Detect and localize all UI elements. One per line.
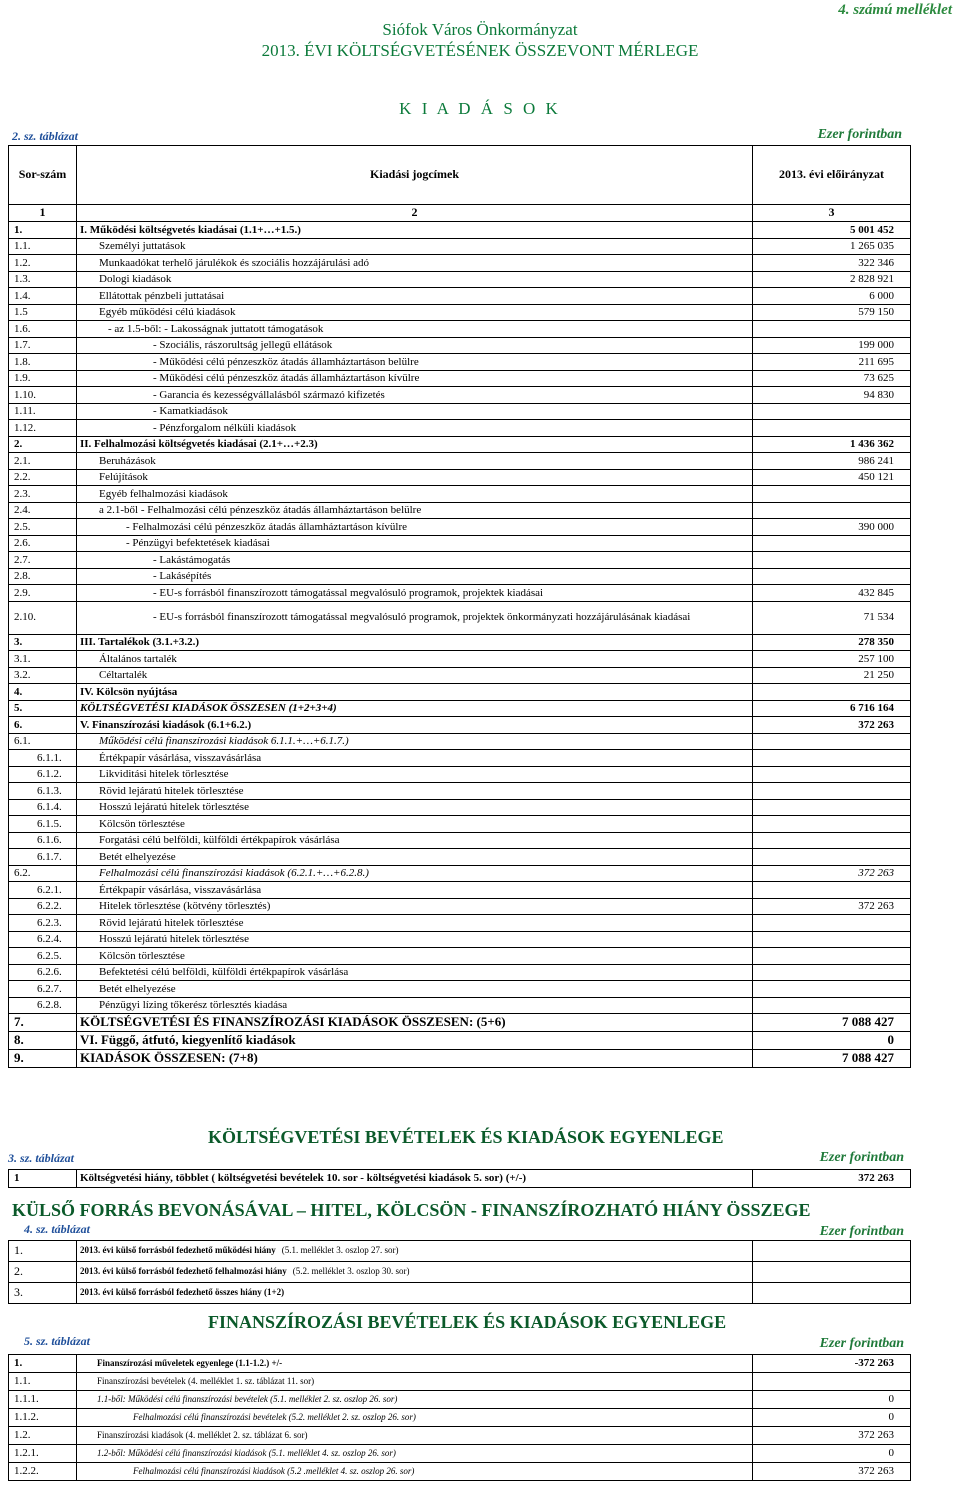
row-title-main: 2013. évi külső forrásból fedezhető működési hiány — [80, 1245, 276, 1256]
row-title-reference: (5.1. melléklet 3. oszlop 27. sor) — [281, 1245, 399, 1256]
row-number: 1. — [9, 1355, 77, 1373]
row-value — [753, 816, 911, 833]
table-row — [9, 651, 911, 668]
row-value — [753, 882, 911, 899]
table-row — [9, 1262, 911, 1283]
row-title-main: 2013. évi külső forrásból fedezhető felhalmozási hiány — [80, 1266, 287, 1277]
row-number: 3.2. — [9, 667, 77, 684]
row-title: - Felhalmozási célú pénzeszköz átadás államháztartáson kívülre — [77, 519, 753, 536]
row-value: 372 263 — [753, 865, 911, 882]
row-value: 73 625 — [753, 370, 911, 387]
row-number: 2.7. — [9, 552, 77, 569]
row-value: 0 — [753, 1409, 911, 1427]
row-number: 6.2.8. — [9, 997, 77, 1014]
table-row — [9, 568, 911, 585]
table5-title: FINANSZÍROZÁSI BEVÉTELEK ÉS KIADÁSOK EGYENLEGE — [208, 1312, 727, 1332]
annex-label: 4. számú melléklet — [838, 2, 952, 18]
col-header-row-number: Sor-szám — [9, 146, 77, 205]
col-header-title: Kiadási jogcímek — [77, 146, 753, 205]
row-value: 7 088 427 — [753, 1014, 911, 1032]
row-value: 257 100 — [753, 651, 911, 668]
row-number: 1.1.1. — [9, 1391, 77, 1409]
row-title: 1.1-ből: Működési célú finanszírozási bevételek (5.1. melléklet 2. sz. oszlop 26. sor) — [77, 1391, 753, 1409]
row-title: Hitelek törlesztése (kötvény törlesztés) — [77, 898, 753, 915]
row-value — [753, 486, 911, 503]
table-row — [9, 1283, 911, 1304]
row-value: 0 — [753, 1445, 911, 1463]
row-value — [753, 1262, 911, 1283]
row-title: VI. Függő, átfutó, kiegyenlítő kiadások — [77, 1032, 753, 1050]
row-title-reference: (5.2. melléklet 3. oszlop 30. sor) — [292, 1266, 410, 1277]
table-row — [9, 849, 911, 866]
table-row — [9, 1409, 911, 1427]
row-title: Felújítások — [77, 469, 753, 486]
row-title: Működési célú finanszírozási kiadások 6.1.1.+…+6.1.7.) — [77, 733, 753, 750]
row-value: 6 716 164 — [753, 700, 911, 717]
row-number: 1 — [9, 1170, 77, 1188]
table-row — [9, 733, 911, 750]
row-number: 6.2.2. — [9, 898, 77, 915]
row-value — [753, 948, 911, 965]
row-title: Hosszú lejáratú hitelek törlesztése — [77, 799, 753, 816]
row-number: 2.6. — [9, 535, 77, 552]
row-title: Egyéb felhalmozási kiadások — [77, 486, 753, 503]
table-row — [9, 766, 911, 783]
row-number: 1.4. — [9, 288, 77, 305]
row-number: 3. — [9, 634, 77, 651]
row-number: 1.12. — [9, 420, 77, 437]
table-row — [9, 700, 911, 717]
row-number: 2.1. — [9, 453, 77, 470]
table2-label: 2. sz. táblázat — [12, 129, 79, 143]
row-title: Forgatási célú belföldi, külföldi értékpapírok vásárlása — [77, 832, 753, 849]
table-row — [9, 750, 911, 767]
table-row — [9, 915, 911, 932]
row-value: 5 001 452 — [753, 222, 911, 239]
row-number: 1.2. — [9, 1427, 77, 1445]
row-value — [753, 832, 911, 849]
row-value — [753, 931, 911, 948]
row-title: Céltartalék — [77, 667, 753, 684]
row-number: 1.6. — [9, 321, 77, 338]
table3-label: 3. sz. táblázat — [8, 1151, 75, 1165]
table-row — [9, 1241, 911, 1262]
col-header-appropriation: 2013. évi előirányzat — [753, 146, 911, 205]
table3-title: KÖLTSÉGVETÉSI BEVÉTELEK ÉS KIADÁSOK EGYENLEGE — [208, 1127, 724, 1147]
row-value — [753, 849, 911, 866]
row-title: Finanszírozási műveletek egyenlege (1.1-1.2.) +/- — [77, 1355, 753, 1373]
row-number: 6.2. — [9, 865, 77, 882]
row-number: 9. — [9, 1050, 77, 1068]
table-row — [9, 997, 911, 1014]
row-title: Betét elhelyezése — [77, 981, 753, 998]
row-title: Befektetési célú belföldi, külföldi értékpapírok vásárlása — [77, 964, 753, 981]
row-number: 6.1.1. — [9, 750, 77, 767]
table-row — [9, 865, 911, 882]
row-value — [753, 981, 911, 998]
row-value — [753, 535, 911, 552]
row-value: 0 — [753, 1391, 911, 1409]
row-number: 1.1.2. — [9, 1409, 77, 1427]
row-value — [753, 964, 911, 981]
row-title: - Működési célú pénzeszköz átadás államháztartáson belülre — [77, 354, 753, 371]
row-title: - EU-s forrásból finanszírozott támogatással megvalósuló programok, projektek önkormányzati hozzájárulásának kiadásai — [77, 601, 753, 634]
table-row — [9, 1445, 911, 1463]
row-number: 1.2.1. — [9, 1445, 77, 1463]
row-value — [753, 733, 911, 750]
table-row — [9, 1463, 911, 1481]
row-title: Rövid lejáratú hitelek törlesztése — [77, 915, 753, 932]
row-title: Hosszú lejáratú hitelek törlesztése — [77, 931, 753, 948]
row-title — [77, 1283, 753, 1304]
table-row — [9, 931, 911, 948]
row-number: 2.3. — [9, 486, 77, 503]
row-value — [753, 420, 911, 437]
row-value: 1 265 035 — [753, 238, 911, 255]
row-title: I. Működési költségvetés kiadásai (1.1+…+1.5.) — [77, 222, 753, 239]
table-row — [9, 1032, 911, 1050]
row-number: 2.5. — [9, 519, 77, 536]
table-row — [9, 304, 911, 321]
table-row — [9, 1391, 911, 1409]
row-number: 1.9. — [9, 370, 77, 387]
table5-label: 5. sz. táblázat — [24, 1334, 91, 1348]
row-number: 6.1.5. — [9, 816, 77, 833]
expenditures-heading: K I A D Á S O K — [399, 99, 561, 118]
table-row — [9, 634, 911, 651]
expenditure-table — [8, 145, 911, 1068]
table-row — [9, 1014, 911, 1032]
row-value: 372 263 — [753, 717, 911, 734]
row-number: 2.9. — [9, 585, 77, 602]
row-number: 1.1. — [9, 1373, 77, 1391]
row-title: Finanszírozási bevételek (4. melléklet 1. sz. táblázat 11. sor) — [77, 1373, 753, 1391]
table-row — [9, 1355, 911, 1373]
row-value: 199 000 — [753, 337, 911, 354]
row-value — [753, 403, 911, 420]
table-row — [9, 783, 911, 800]
table-row — [9, 420, 911, 437]
table-row — [9, 552, 911, 569]
row-number: 1.10. — [9, 387, 77, 404]
column-number-row — [9, 205, 911, 222]
table-row — [9, 222, 911, 239]
table-row — [9, 255, 911, 272]
row-title-main: 2013. évi külső forrásból fedezhető összes hiány (1+2) — [80, 1287, 285, 1298]
row-number: 6. — [9, 717, 77, 734]
row-number: 6.2.5. — [9, 948, 77, 965]
table-row — [9, 387, 911, 404]
row-title: IV. Kölcsön nyújtása — [77, 684, 753, 701]
row-value: 322 346 — [753, 255, 911, 272]
row-number: 6.1.3. — [9, 783, 77, 800]
row-title: Dologi kiadások — [77, 271, 753, 288]
table4-unit: Ezer forintban — [819, 1224, 904, 1239]
row-value: 2 828 921 — [753, 271, 911, 288]
row-number: 6.2.3. — [9, 915, 77, 932]
table4-title: KÜLSŐ FORRÁS BEVONÁSÁVAL – HITEL, KÖLCSÖN - FINANSZÍROZHATÓ HIÁNY ÖSSZEGE — [12, 1200, 811, 1220]
row-title: - Pénzforgalom nélküli kiadások — [77, 420, 753, 437]
row-title — [77, 1262, 753, 1283]
row-value — [753, 568, 911, 585]
row-title: Felhalmozási célú finanszírozási bevételek (5.2. melléklet 2. sz. oszlop 26. sor) — [77, 1409, 753, 1427]
row-number: 1.5 — [9, 304, 77, 321]
row-number: 2.8. — [9, 568, 77, 585]
financing-balance-table — [8, 1354, 911, 1481]
row-value — [753, 915, 911, 932]
row-value — [753, 1373, 911, 1391]
row-title: - Lakástámogatás — [77, 552, 753, 569]
row-number: 3.1. — [9, 651, 77, 668]
row-value — [753, 321, 911, 338]
row-number: 1.1. — [9, 238, 77, 255]
row-title: KIADÁSOK ÖSSZESEN: (7+8) — [77, 1050, 753, 1068]
table-header-row — [9, 146, 911, 205]
row-title: - Pénzügyi befektetések kiadásai — [77, 535, 753, 552]
row-title: - Garancia és kezességvállalásból származó kifizetés — [77, 387, 753, 404]
row-value: 211 695 — [753, 354, 911, 371]
row-number: 6.1.4. — [9, 799, 77, 816]
row-title: Betét elhelyezése — [77, 849, 753, 866]
row-title: Általános tartalék — [77, 651, 753, 668]
table4-label: 4. sz. táblázat — [24, 1222, 91, 1236]
row-number: 2.2. — [9, 469, 77, 486]
row-title: - az 1.5-ből: - Lakosságnak juttatott támogatások — [77, 321, 753, 338]
row-value: 390 000 — [753, 519, 911, 536]
row-title: II. Felhalmozási költségvetés kiadásai (2.1+…+2.3) — [77, 436, 753, 453]
row-value: 1 436 362 — [753, 436, 911, 453]
table-row — [9, 948, 911, 965]
table-row — [9, 436, 911, 453]
table-row — [9, 535, 911, 552]
row-number: 6.1.7. — [9, 849, 77, 866]
table-row — [9, 354, 911, 371]
row-title: Pénzügyi lízing tőkerész törlesztés kiadása — [77, 997, 753, 1014]
table-row — [9, 981, 911, 998]
row-value — [753, 799, 911, 816]
row-number: 3. — [9, 1283, 77, 1304]
table-row — [9, 898, 911, 915]
table-row — [9, 288, 911, 305]
row-number: 8. — [9, 1032, 77, 1050]
row-number: 6.1.2. — [9, 766, 77, 783]
row-value: 450 121 — [753, 469, 911, 486]
row-number: 1.2. — [9, 255, 77, 272]
budget-title: 2013. ÉVI KÖLTSÉGVETÉSÉNEK ÖSSZEVONT MÉRLEGE — [261, 41, 699, 60]
row-title: a 2.1-ből - Felhalmozási célú pénzeszköz átadás államháztartáson belülre — [77, 502, 753, 519]
row-number: 6.2.7. — [9, 981, 77, 998]
row-number: 1. — [9, 222, 77, 239]
row-value: -372 263 — [753, 1355, 911, 1373]
row-title: - Működési célú pénzeszköz átadás államháztartáson kívülre — [77, 370, 753, 387]
row-value: 372 263 — [753, 898, 911, 915]
row-number: 1.7. — [9, 337, 77, 354]
row-value — [753, 783, 911, 800]
table-row — [9, 601, 911, 634]
row-value: 372 263 — [753, 1463, 911, 1481]
row-number: 4. — [9, 684, 77, 701]
table-row — [9, 502, 911, 519]
row-title: - Szociális, rászorultság jellegű ellátások — [77, 337, 753, 354]
table-row — [9, 1427, 911, 1445]
row-value — [753, 750, 911, 767]
row-title: Értékpapír vásárlása, visszavásárlása — [77, 750, 753, 767]
col-number-1: 1 — [9, 205, 77, 222]
col-number-3: 3 — [753, 205, 911, 222]
row-value — [753, 766, 911, 783]
row-title: Ellátottak pénzbeli juttatásai — [77, 288, 753, 305]
row-number: 6.2.6. — [9, 964, 77, 981]
row-value: 21 250 — [753, 667, 911, 684]
row-number: 6.2.4. — [9, 931, 77, 948]
table-row — [9, 453, 911, 470]
row-number: 2.10. — [9, 601, 77, 634]
table-row — [9, 816, 911, 833]
row-value: 372 263 — [753, 1170, 911, 1188]
table-row — [9, 271, 911, 288]
table-row — [9, 337, 911, 354]
row-title: Költségvetési hiány, többlet ( költségvetési bevételek 10. sor - költségvetési kiadások 5. sor) (+/-) — [77, 1170, 753, 1188]
row-title: Felhalmozási célú finanszírozási kiadások (5.2 .melléklet 4. sz. oszlop 26. sor) — [77, 1463, 753, 1481]
municipality-title: Siófok Város Önkormányzat — [382, 20, 578, 39]
row-title: Egyéb működési célú kiadások — [77, 304, 753, 321]
row-number: 5. — [9, 700, 77, 717]
table-row — [9, 667, 911, 684]
table-row — [9, 370, 911, 387]
row-title: - Kamatkiadások — [77, 403, 753, 420]
col-number-2: 2 — [77, 205, 753, 222]
table-row — [9, 469, 911, 486]
table-row — [9, 1050, 911, 1068]
row-value: 7 088 427 — [753, 1050, 911, 1068]
table-row — [9, 1373, 911, 1391]
balance-table — [8, 1169, 911, 1188]
row-number: 2. — [9, 1262, 77, 1283]
row-title: Finanszírozási kiadások (4. melléklet 2. sz. táblázat 6. sor) — [77, 1427, 753, 1445]
table5-unit: Ezer forintban — [819, 1336, 904, 1351]
row-value: 372 263 — [753, 1427, 911, 1445]
row-number: 1. — [9, 1241, 77, 1262]
table-row — [9, 799, 911, 816]
row-title: KÖLTSÉGVETÉSI ÉS FINANSZÍROZÁSI KIADÁSOK ÖSSZESEN: (5+6) — [77, 1014, 753, 1032]
row-number: 1.8. — [9, 354, 77, 371]
row-title: Személyi juttatások — [77, 238, 753, 255]
row-title: 1.2-ből: Működési célú finanszírozási kiadások (5.1. melléklet 4. sz. oszlop 26. sor) — [77, 1445, 753, 1463]
row-title — [77, 1241, 753, 1262]
row-value: 71 534 — [753, 601, 911, 634]
row-value: 6 000 — [753, 288, 911, 305]
row-title: Értékpapír vásárlása, visszavásárlása — [77, 882, 753, 899]
row-title: KÖLTSÉGVETÉSI KIADÁSOK ÖSSZESEN (1+2+3+4) — [77, 700, 753, 717]
row-value — [753, 684, 911, 701]
row-value: 432 845 — [753, 585, 911, 602]
row-title: III. Tartalékok (3.1.+3.2.) — [77, 634, 753, 651]
table2-unit: Ezer forintban — [817, 127, 902, 142]
row-title: - EU-s forrásból finanszírozott támogatással megvalósuló programok, projektek kiadásai — [77, 585, 753, 602]
table3-unit: Ezer forintban — [819, 1150, 904, 1165]
table-row — [9, 964, 911, 981]
row-value: 94 830 — [753, 387, 911, 404]
row-number: 1.2.2. — [9, 1463, 77, 1481]
row-value — [753, 1241, 911, 1262]
row-title: Rövid lejáratú hitelek törlesztése — [77, 783, 753, 800]
row-title: Kölcsön törlesztése — [77, 948, 753, 965]
row-number: 7. — [9, 1014, 77, 1032]
row-title: Munkaadókat terhelő járulékok és szociális hozzájárulási adó — [77, 255, 753, 272]
row-value: 278 350 — [753, 634, 911, 651]
row-number: 6.2.1. — [9, 882, 77, 899]
row-number: 1.3. — [9, 271, 77, 288]
table-row — [9, 486, 911, 503]
row-value — [753, 997, 911, 1014]
table-row — [9, 832, 911, 849]
row-number: 1.11. — [9, 403, 77, 420]
row-title: Felhalmozási célú finanszírozási kiadások (6.2.1.+…+6.2.8.) — [77, 865, 753, 882]
row-number: 6.1. — [9, 733, 77, 750]
row-value: 579 150 — [753, 304, 911, 321]
row-title: V. Finanszírozási kiadások (6.1+6.2.) — [77, 717, 753, 734]
row-value: 0 — [753, 1032, 911, 1050]
row-number: 2.4. — [9, 502, 77, 519]
row-number: 6.1.6. — [9, 832, 77, 849]
table-row — [9, 1170, 911, 1188]
row-value: 986 241 — [753, 453, 911, 470]
table-row — [9, 321, 911, 338]
row-value — [753, 1283, 911, 1304]
table-row — [9, 403, 911, 420]
row-title: Kölcsön törlesztése — [77, 816, 753, 833]
row-number: 2. — [9, 436, 77, 453]
row-title: Likviditási hitelek törlesztése — [77, 766, 753, 783]
table-row — [9, 717, 911, 734]
table-row — [9, 519, 911, 536]
table-row — [9, 238, 911, 255]
row-title: - Lakásépítés — [77, 568, 753, 585]
external-deficit-table — [8, 1240, 911, 1304]
row-value — [753, 502, 911, 519]
table-row — [9, 882, 911, 899]
row-title: Beruházások — [77, 453, 753, 470]
table-row — [9, 585, 911, 602]
row-value — [753, 552, 911, 569]
table-row — [9, 684, 911, 701]
